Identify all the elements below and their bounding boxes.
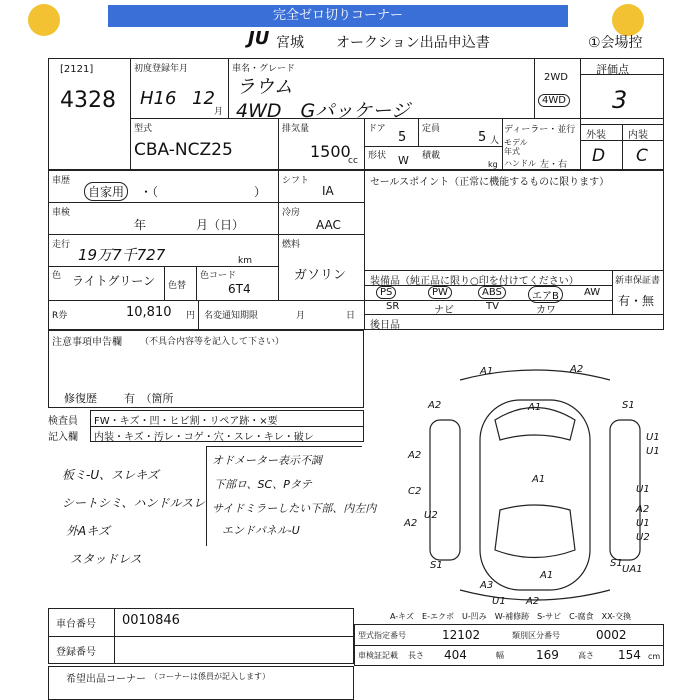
inspector-label1: 検査員 [48,416,78,427]
banner: 完全ゼロ切りコーナー [108,5,568,27]
shift-label: シフト [282,176,310,186]
repair-opts: 有 （箇所 [124,392,174,405]
reg-number-label: 登録番号 [56,647,96,658]
first-reg-label: 初度登録年月 [134,64,189,74]
ac-value: AAC [316,218,341,232]
vehicle-grade: 4WD Gパッケージ [236,100,410,122]
notes-sub: （不具合内容等を記入して下さい） [140,337,285,347]
after-date-label: 後日品 [370,320,400,331]
diagram-mark: A2 [526,596,540,607]
wish-corner-note: （コーナーは係員が記入します） [150,672,270,681]
equip-navi: ナビ [434,305,454,316]
diagram-mark: A1 [480,366,494,377]
diagram-mark: A1 [540,570,554,581]
usage-label: 車歴 [52,176,71,186]
diagram-mark: A3 [480,580,494,591]
deadline-month: 月 [296,311,306,321]
remark-right-3: サイドミラーしたい下部、内左内 [212,502,377,515]
remark-right-1: オドメーター表示不調 [212,454,322,467]
usage-private: 自家用 [84,182,128,201]
drive-4wd: 4WD [538,94,570,107]
diagram-mark: S1 [622,400,635,411]
diagram-mark: A2 [404,518,418,529]
diagram-mark: A2 [408,450,422,461]
car-left-side [430,420,460,560]
car-rear-window [495,505,575,558]
model-label: 型式 [134,124,153,134]
equip-tv: TV [486,301,499,312]
shape-label: 形状 [368,151,387,161]
mileage-value: 19万7千727 [78,246,166,264]
mascot-left-icon [28,4,60,36]
color-value: ライトグリーン [72,274,156,288]
recycle-value: 10,810 [126,305,172,320]
equip-aw: AW [584,287,601,298]
doors-label: ドア [368,124,386,134]
load-label: 積載 [422,151,441,161]
model-year-label2: 年式 [504,147,520,156]
equip-abs: ABS [478,286,506,299]
shift-value: IA [322,184,334,198]
exterior-value: D [592,146,606,166]
vehicle-label: 車名・グレード [232,64,296,74]
recycle-label: R券 [52,311,68,321]
recycle-unit: 円 [186,311,196,321]
first-reg-year: H16 [140,88,177,109]
damage-legend: A-キズ E-エクボ U-凹み W-補修跡 S-サビ C-腐食 XX-交換 [390,612,632,621]
load-unit: kg [488,160,498,169]
new-car-warranty-label: 新車保証書 [615,276,661,286]
lot-number: 4328 [60,88,116,113]
model-code-value: 12102 [442,628,481,642]
color-code: 6T4 [228,282,251,296]
diagram-mark: A2 [570,364,584,375]
sales-point-label: セールスポイント（正常に機能するものに限ります） [370,177,610,188]
wish-corner-label: 希望出品コーナー [66,674,146,685]
rating-label: 評価点 [596,63,629,76]
model-value: CBA-NCZ25 [134,140,233,160]
diagram-mark: A2 [428,400,442,411]
chassis-number-label: 車台番号 [56,619,96,630]
displacement-unit: cc [348,156,358,166]
inspection-label: 車検 [52,208,71,218]
diagram-mark: U1 [646,432,660,443]
capacity-unit: 人 [490,136,500,146]
car-damage-diagram [400,360,670,610]
remark-left-1: 板ミ-U、スレキズ [62,468,159,482]
vehicle-name: ラウム [236,76,293,98]
diagram-mark: UA1 [622,564,643,575]
diagram-mark: U1 [636,518,650,529]
handle-label: ハンドル [504,159,536,168]
shape-value: W [398,154,409,167]
drive-2wd: 2WD [544,72,568,83]
first-reg-month-unit: 月 [214,107,224,117]
diagram-mark: S1 [430,560,443,571]
dealer-label: ディーラー・並行 [504,125,576,135]
diagram-mark: U2 [424,510,438,521]
diagram-mark: U1 [636,484,650,495]
diagram-mark: U1 [492,596,506,607]
interior-value: C [636,146,648,166]
diagram-mark: A1 [528,402,542,413]
ac-label: 冷房 [282,208,301,218]
remark-right-2: 下部ロ、SC、Pタテ [214,478,312,491]
equip-pw: PW [428,286,452,299]
model-year-label1: モデル [504,138,528,147]
capacity-value: 5 [478,130,487,145]
exterior-label: 外装 [586,130,606,141]
remark-left-4: スタッドレス [70,552,142,566]
equipment-label: 装備品（純正品に限り○印を付けてください） [370,276,579,287]
venue-copy: ①会場控 [588,35,643,51]
model-code-label: 型式指定番号 [358,631,406,640]
first-reg-month: 12 [192,88,215,109]
inspector-label2: 記入欄 [48,432,78,443]
inspector-row1: FW・キズ・凹・ヒビ割・リペア跡・×要 [94,416,278,427]
displacement-label: 排気量 [282,124,310,134]
equip-leather: カワ [536,305,556,316]
width-value: 169 [536,648,559,662]
length-value: 404 [444,648,467,662]
diagram-mark: U1 [646,446,660,457]
org-name: 宮城 [276,35,304,51]
notes-label: 注意事項申告欄 [52,337,122,348]
width-label: 幅 [496,651,504,660]
dims-unit: cm [648,652,661,661]
length-label: 長さ [408,651,424,660]
org-logo: JU [248,28,270,49]
mileage-unit: km [238,256,252,266]
car-body-outline [480,400,590,590]
inspection-month: 月（日） [196,218,245,232]
form-title: オークション出品申込書 [336,35,490,51]
diagram-mark: U2 [636,532,650,543]
handle-opts: 左・右 [540,160,568,170]
displacement-value: 1500 [310,142,351,161]
equip-airbag: エアB [528,286,563,303]
color-code-label: 色コード [200,271,237,281]
repair-label: 修復歴 [64,392,97,405]
dims-label: 車検証記載 [358,651,398,660]
fuel-label: 燃料 [282,240,301,250]
remark-right-4: エンドパネル-U [222,524,300,537]
doors-value: 5 [398,130,407,145]
inspection-year: 年 [134,218,147,232]
lot-code: [2121] [60,64,94,75]
deadline-label: 名変通知期限 [204,311,259,321]
diagram-mark: C2 [408,486,422,497]
interior-label: 内装 [628,130,648,141]
diagram-mark: A1 [532,474,546,485]
fuel-value: ガソリン [294,268,347,283]
mileage-label: 走行 [52,240,71,250]
inspector-row2: 内装・キズ・汚レ・コゲ・穴・スレ・キレ・破レ [94,432,314,443]
diagram-mark: S1 [610,558,623,569]
height-value: 154 [618,648,641,662]
class-code-label: 類別区分番号 [512,631,560,640]
diagram-mark: A2 [636,504,650,515]
rating-score: 3 [612,86,628,114]
remark-left-3: 外Aキズ [66,524,110,538]
new-car-warranty-opts: 有・無 [618,294,655,308]
class-code-value: 0002 [596,628,627,642]
color-label: 色 [52,271,62,281]
deadline-day: 日 [346,311,356,321]
remark-left-2: シートシミ、ハンドルスレ [62,496,206,510]
chassis-number-value: 0010846 [122,613,180,628]
equip-sr: SR [386,301,400,312]
usage-rest: ・（ ） [140,185,267,199]
height-label: 高さ [578,651,594,660]
equip-ps: PS [376,286,396,299]
color-change-label: 色替 [168,281,187,291]
capacity-label: 定員 [422,124,441,134]
